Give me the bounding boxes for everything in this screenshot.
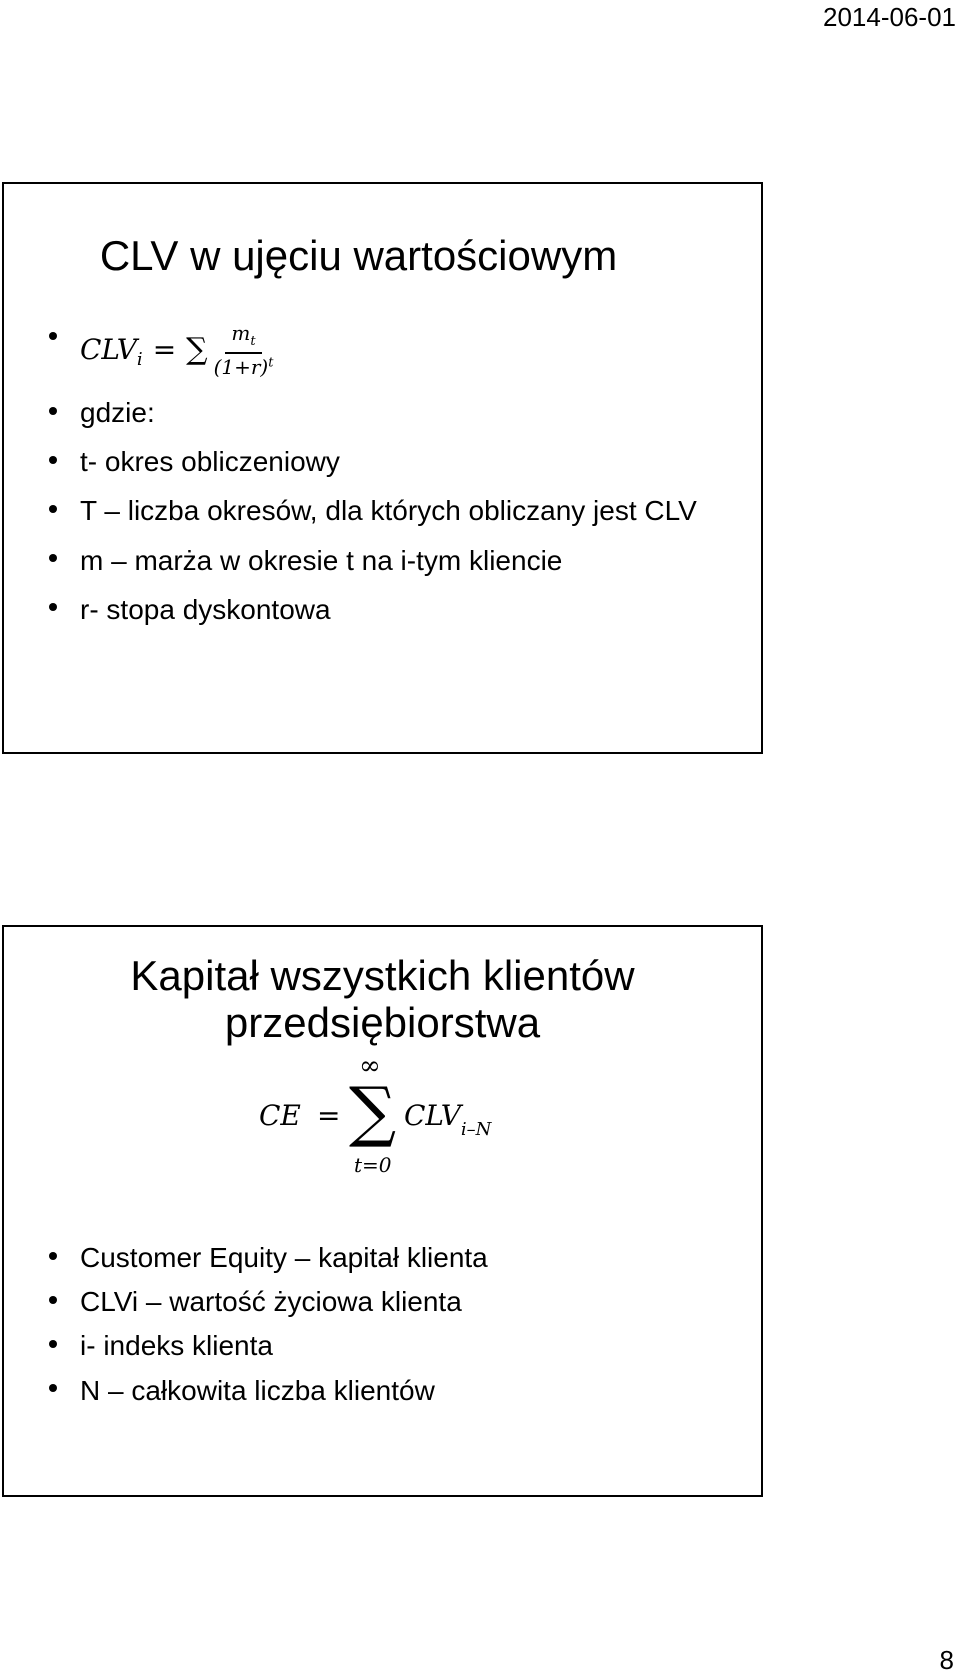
bullet-icon bbox=[49, 1384, 57, 1392]
slide-customer-equity bbox=[2, 925, 763, 1497]
page-date: 2014-06-01 bbox=[823, 2, 956, 32]
bullet-icon bbox=[49, 1340, 57, 1348]
clv-formula bbox=[80, 322, 273, 379]
list-item-text: T – liczba okresów, dla których obliczany jest CLV bbox=[80, 495, 697, 527]
equals-sign: = bbox=[152, 333, 177, 367]
list-item-text: gdzie: bbox=[80, 396, 155, 428]
formula-term: CE bbox=[259, 1099, 301, 1132]
bullet-icon bbox=[49, 456, 57, 464]
list-item bbox=[46, 1375, 726, 1407]
fraction bbox=[214, 322, 274, 379]
formula-term bbox=[404, 1099, 492, 1140]
list-item bbox=[46, 446, 726, 478]
list-item bbox=[46, 495, 726, 527]
clv-term: CLV bbox=[404, 1099, 461, 1132]
list-item-text: m – marża w okresie t na i-tym kliencie bbox=[80, 544, 563, 576]
list-item bbox=[46, 1242, 726, 1274]
list-item-text: N – całkowita liczba klientów bbox=[80, 1374, 435, 1406]
list-item-text: CLVi – wartość życiowa klienta bbox=[80, 1286, 462, 1318]
denominator bbox=[214, 354, 274, 379]
bullet-icon bbox=[49, 1296, 57, 1304]
bullet-icon bbox=[49, 554, 57, 562]
list-item bbox=[46, 397, 726, 429]
denominator-term: (1+r) bbox=[213, 354, 269, 379]
equals-sign: = bbox=[317, 1099, 341, 1132]
infinity-icon: ∞ bbox=[359, 1051, 381, 1081]
formula-term: CLV bbox=[80, 333, 137, 367]
sum-icon: ∑ bbox=[349, 1073, 397, 1150]
list-item bbox=[46, 1286, 726, 1318]
bullet-icon bbox=[49, 505, 57, 513]
slide-clv bbox=[2, 182, 763, 754]
sum-icon: ∑ bbox=[186, 332, 208, 368]
list-item bbox=[46, 594, 726, 626]
bullet-list bbox=[46, 1242, 726, 1419]
bullet-icon bbox=[49, 1252, 57, 1260]
list-item-text: Customer Equity – kapitał klienta bbox=[80, 1242, 488, 1273]
formula-subscript: i bbox=[136, 349, 143, 371]
list-item-text: i- indeks klienta bbox=[80, 1330, 273, 1362]
numerator bbox=[225, 322, 261, 354]
bullet-list bbox=[46, 322, 726, 643]
formula-subscript: i–N bbox=[460, 1119, 492, 1140]
list-item-text: r- stopa dyskontowa bbox=[80, 593, 331, 625]
slide-title: CLV w ujęciu wartościowym bbox=[99, 232, 618, 279]
numerator-term: m bbox=[231, 321, 251, 345]
ce-formula bbox=[259, 1051, 519, 1177]
bullet-icon bbox=[49, 332, 57, 340]
list-item bbox=[46, 322, 726, 379]
page-number: 8 bbox=[939, 1645, 954, 1675]
bullet-icon bbox=[49, 603, 57, 611]
bullet-icon bbox=[49, 407, 57, 415]
list-item bbox=[46, 1330, 726, 1362]
list-item-text: t- okres obliczeniowy bbox=[80, 446, 340, 478]
denominator-exponent: t bbox=[268, 355, 274, 371]
slide-title: Kapitał wszystkich klientów przedsiębiorstwa bbox=[130, 952, 635, 1047]
list-item bbox=[46, 545, 726, 577]
numerator-subscript: t bbox=[250, 334, 256, 349]
sum-lower-limit: t=0 bbox=[354, 1153, 392, 1177]
